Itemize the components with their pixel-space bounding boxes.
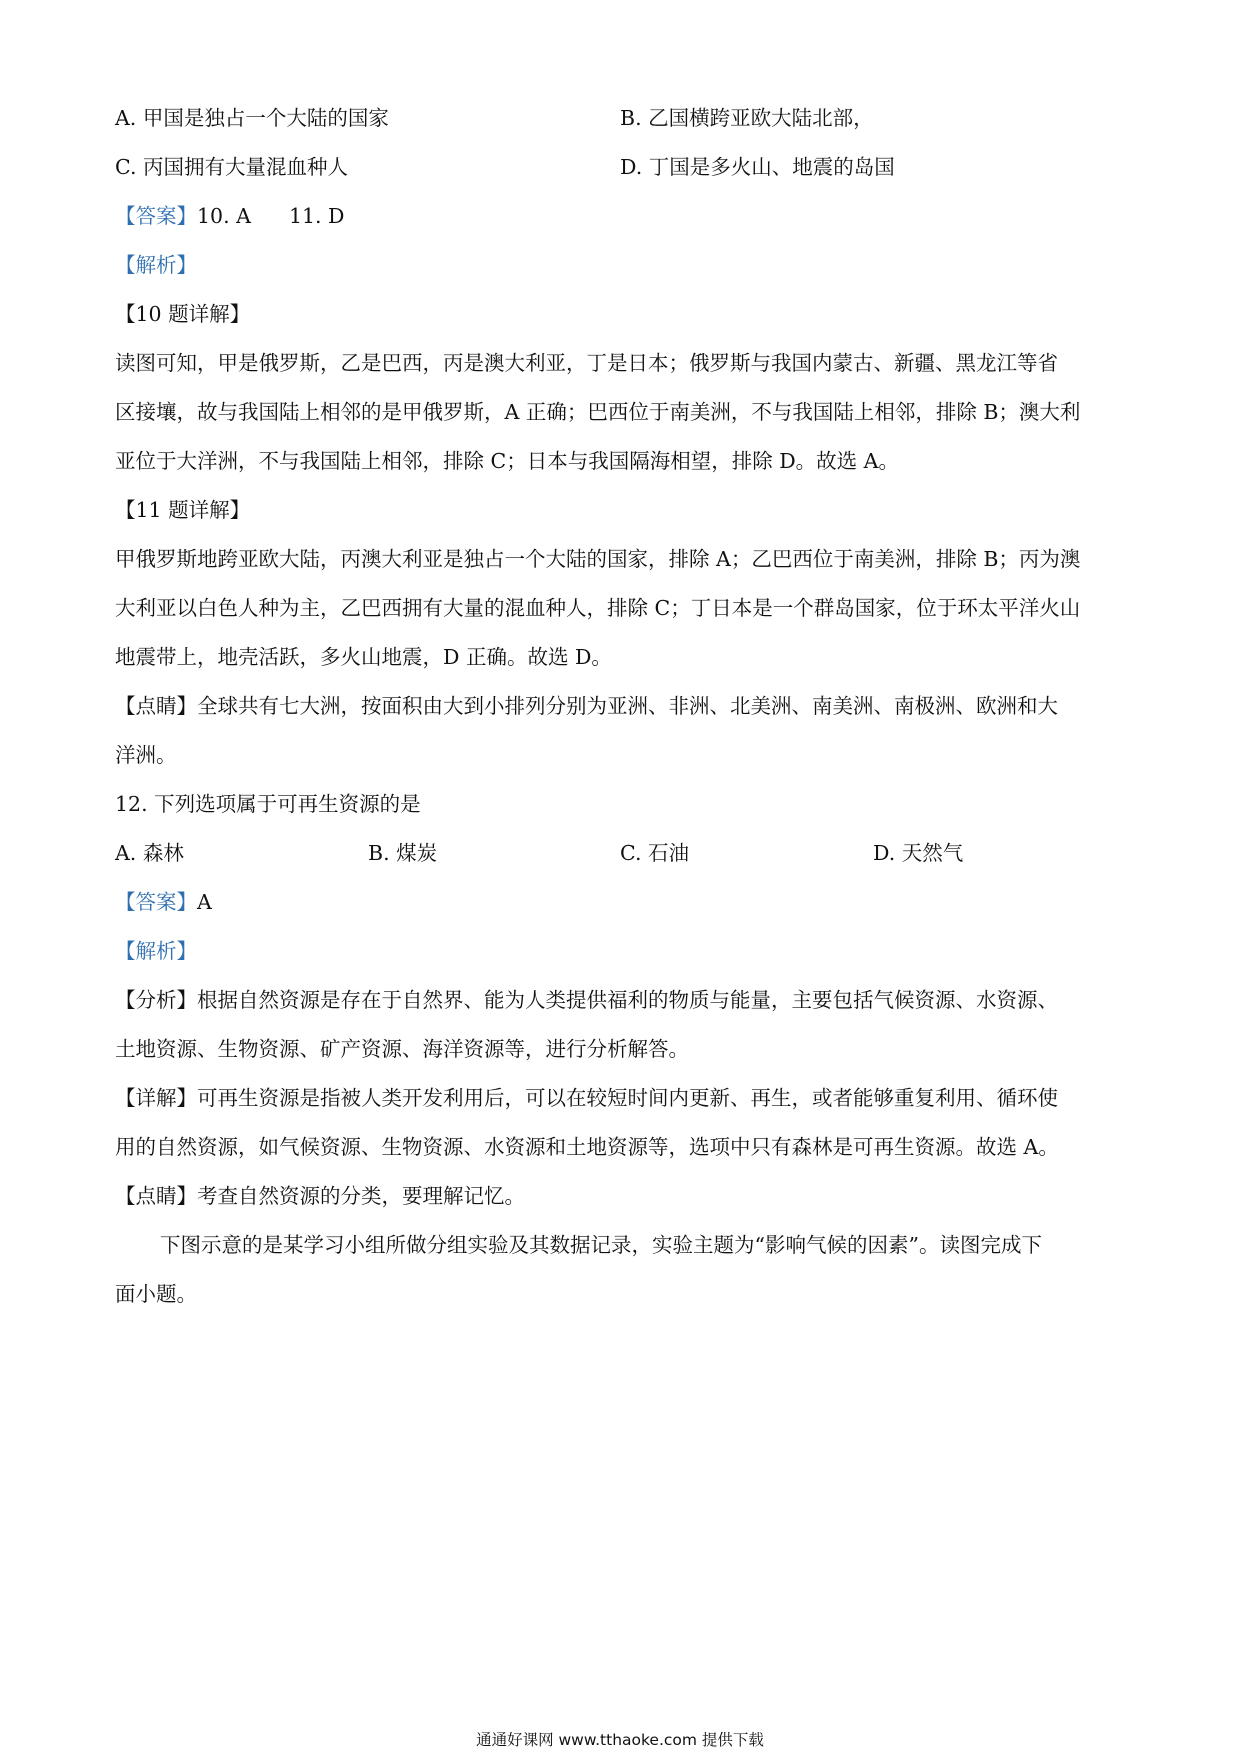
option-b: B. 乙国横跨亚欧大陆北部，: [620, 106, 874, 130]
q11-detail-line: 大利亚以白色人种为主，乙巴西拥有大量的混血种人，排除 C；丁日本是一个群岛国家，位于环太平洋火山: [115, 596, 1081, 620]
q10-heading: 【10 题详解】: [115, 302, 251, 326]
q12-comment: 【点睛】考查自然资源的分类，要理解记忆。: [115, 1184, 525, 1208]
q12-option-c: C. 石油: [620, 841, 689, 865]
option-c: C. 丙国拥有大量混血种人: [115, 155, 348, 179]
page-footer: 通通好课网 www.tthaoke.com 提供下载: [476, 1731, 764, 1749]
q12-option-a: A. 森林: [115, 841, 184, 865]
comment-line: 洋洲。: [115, 743, 177, 767]
q11-heading: 【11 题详解】: [115, 498, 251, 522]
q10-detail-line: 区接壤，故与我国陆上相邻的是甲俄罗斯，A 正确；巴西位于南美洲，不与我国陆上相邻，排除 B；澳大利: [115, 400, 1081, 424]
answer-tag: 【答案】: [115, 204, 197, 228]
answer-10: 10. A: [197, 204, 251, 228]
answer-11: 11. D: [288, 204, 345, 228]
answer-line-10-11: [115, 206, 345, 227]
q12-analysis-line: 【分析】根据自然资源是存在于自然界、能为人类提供福利的物质与能量，主要包括气候资源、水资源、: [115, 988, 1058, 1012]
q11-detail-line: 地震带上，地壳活跃，多火山地震，D 正确。故选 D。: [115, 645, 612, 669]
option-d: D. 丁国是多火山、地震的岛国: [620, 155, 895, 179]
question-12-stem: 12. 下列选项属于可再生资源的是: [115, 792, 421, 816]
q12-analysis-tag: 【解析】: [115, 939, 197, 963]
q12-analysis-line: 土地资源、生物资源、矿产资源、海洋资源等，进行分析解答。: [115, 1037, 689, 1061]
q12-detail-line: 【详解】可再生资源是指被人类开发利用后，可以在较短时间内更新、再生，或者能够重复利用、循环使: [115, 1086, 1058, 1110]
intro-line: 下图示意的是某学习小组所做分组实验及其数据记录，实验主题为“影响气候的因素”。读图完成下: [160, 1233, 1042, 1257]
q12-option-d: D. 天然气: [873, 841, 964, 865]
answer-tag: 【答案】: [115, 890, 197, 914]
option-a: A. 甲国是独占一个大陆的国家: [115, 106, 389, 130]
q10-detail-line: 读图可知，甲是俄罗斯，乙是巴西，丙是澳大利亚，丁是日本；俄罗斯与我国内蒙古、新疆、黑龙江等省: [115, 351, 1058, 375]
q11-detail-line: 甲俄罗斯地跨亚欧大陆，丙澳大利亚是独占一个大陆的国家，排除 A；乙巴西位于南美洲，排除 B；丙为澳: [115, 547, 1081, 571]
comment-line: 【点睛】全球共有七大洲，按面积由大到小排列分别为亚洲、非洲、北美洲、南美洲、南极洲、欧洲和大: [115, 694, 1058, 718]
intro-line: 面小题。: [115, 1282, 197, 1306]
analysis-tag: 【解析】: [115, 253, 197, 277]
q12-answer-line: [115, 892, 212, 913]
q10-detail-line: 亚位于大洋洲，不与我国陆上相邻，排除 C；日本与我国隔海相望，排除 D。故选 A。: [115, 449, 899, 473]
q12-option-b: B. 煤炭: [368, 841, 438, 865]
q12-answer: A: [197, 890, 212, 914]
q12-detail-line: 用的自然资源，如气候资源、生物资源、水资源和土地资源等，选项中只有森林是可再生资源。故选 A。: [115, 1135, 1059, 1159]
